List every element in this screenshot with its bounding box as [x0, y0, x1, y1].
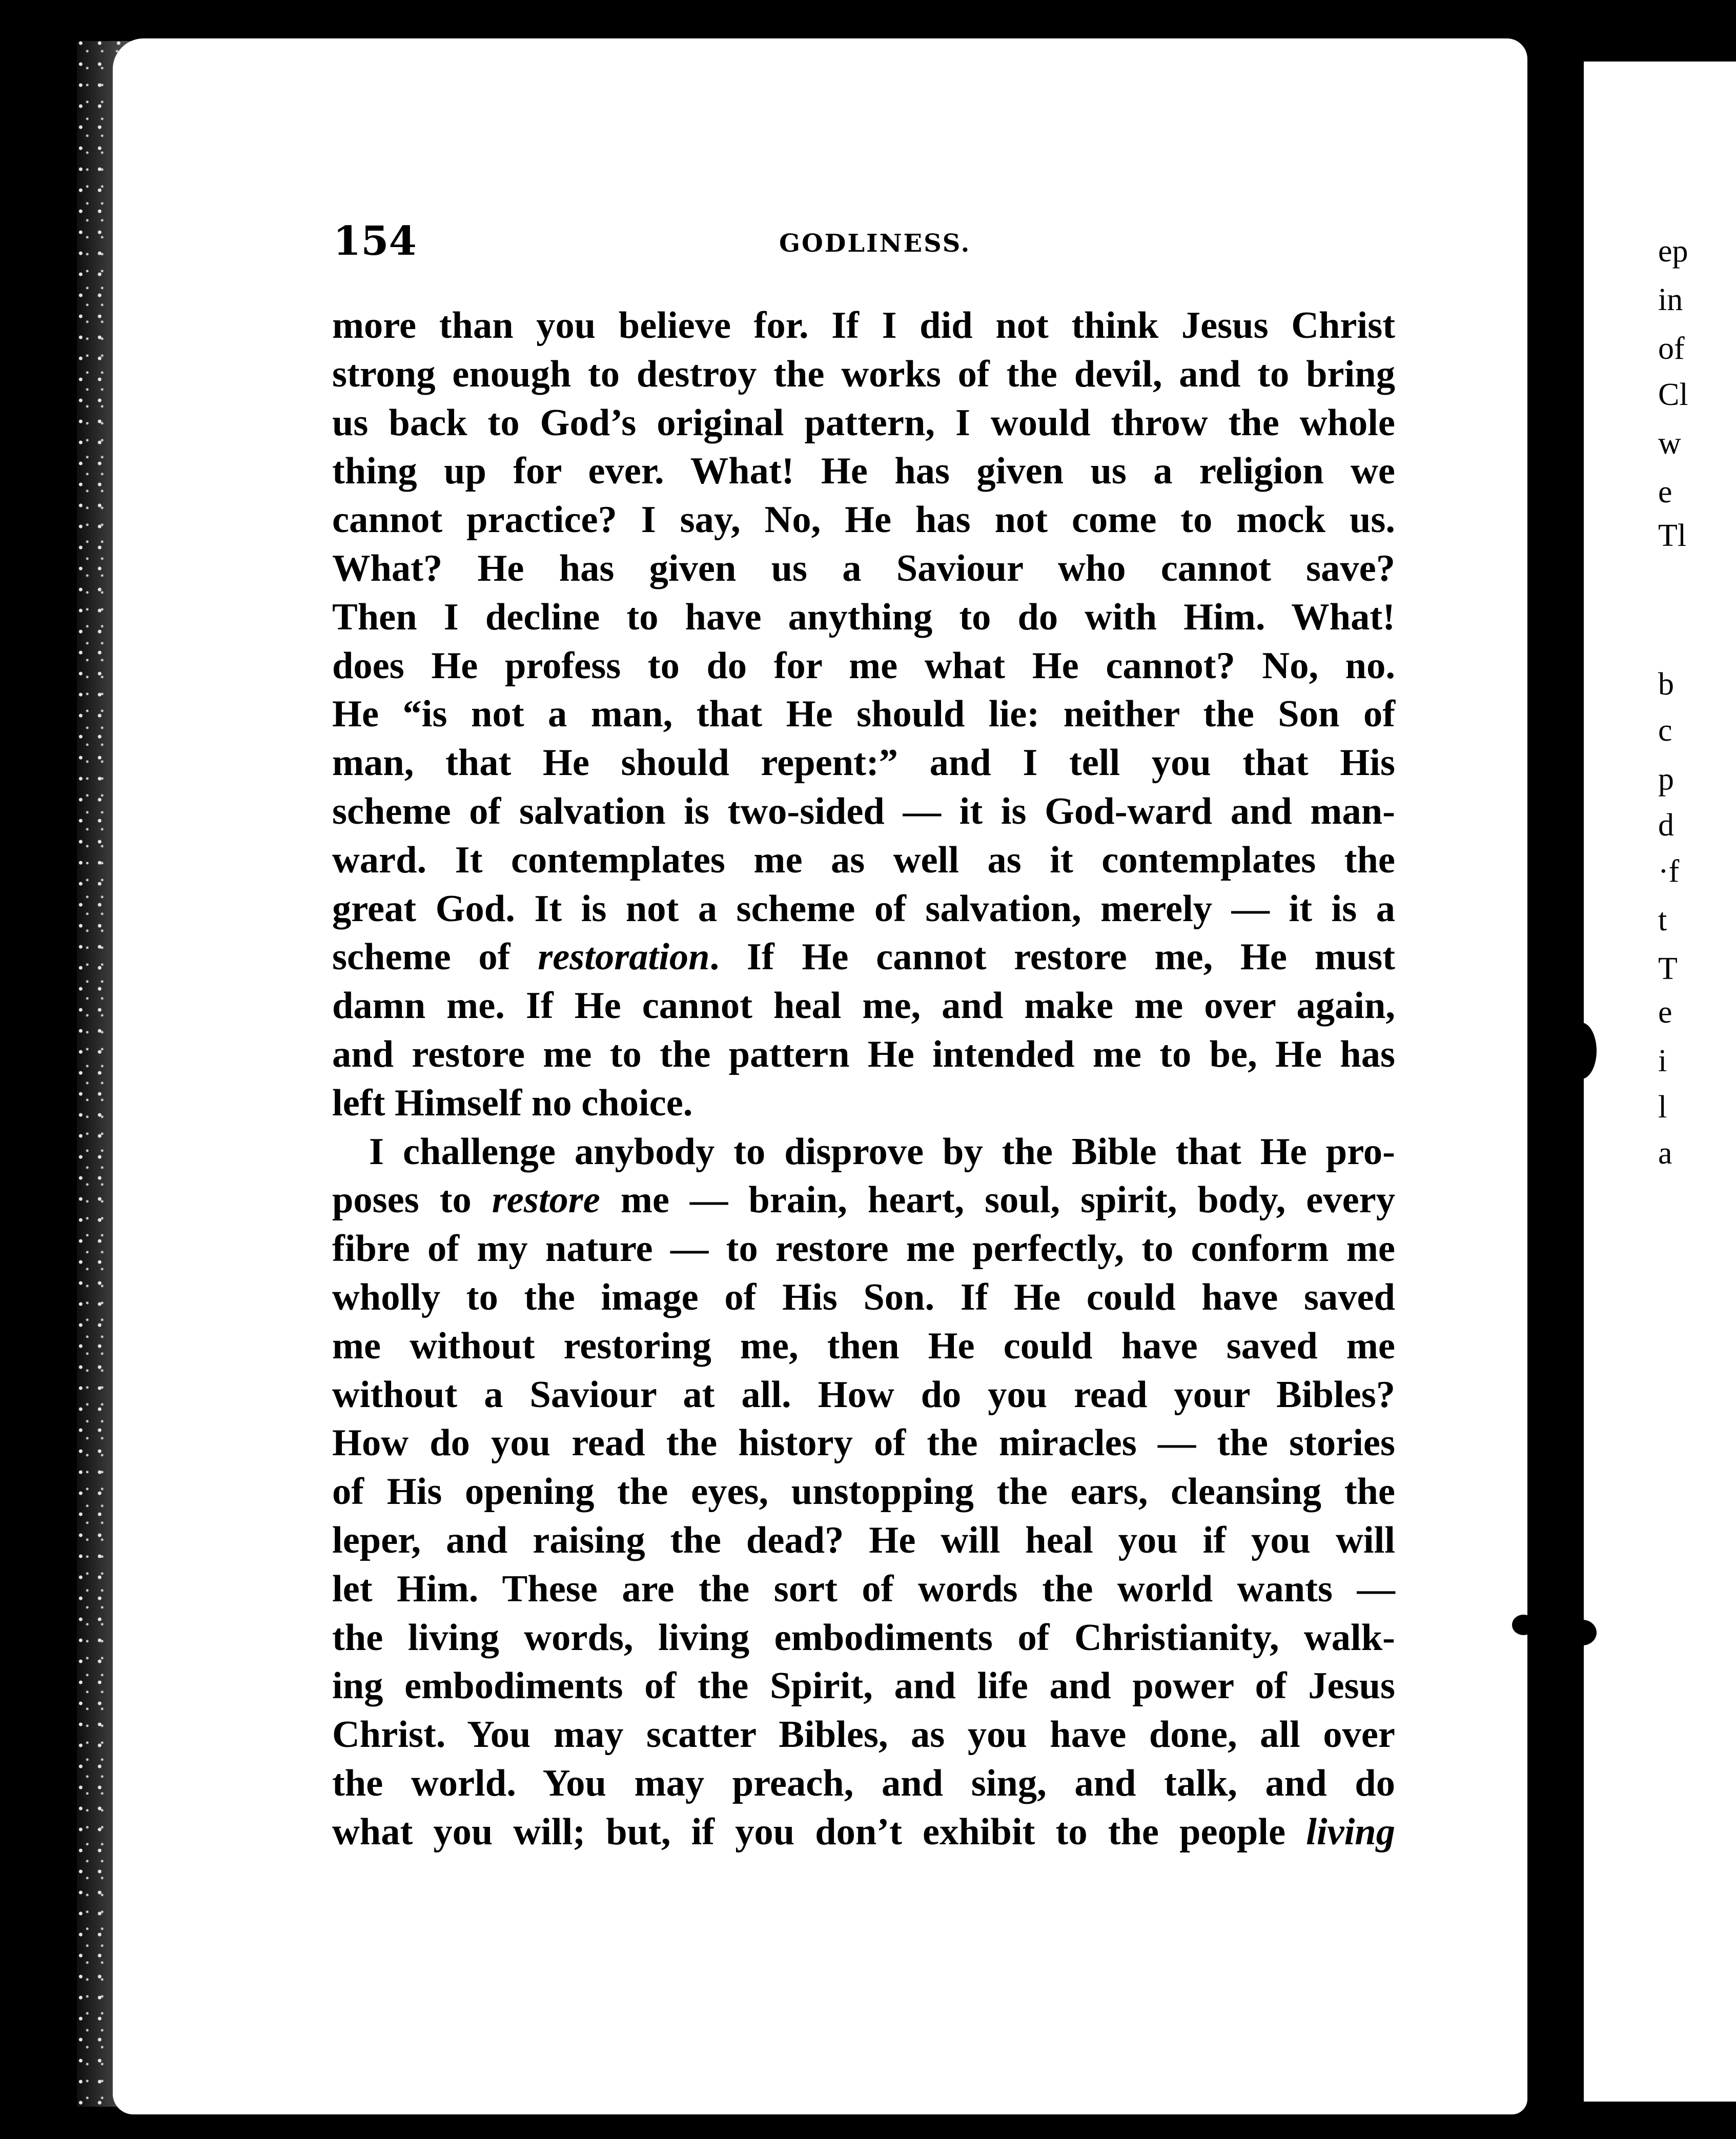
facing-page-letters: p — [1658, 762, 1674, 797]
running-head: GODLINESS. — [779, 229, 971, 258]
text-line: me without restoring me, then He could have saved me — [332, 1325, 1395, 1367]
facing-page-letters: t — [1658, 903, 1667, 938]
text-line: strong enough to destroy the works of the devil, and to bring — [332, 353, 1395, 395]
facing-page-letters: a — [1658, 1136, 1672, 1171]
text-line: damn me. If He cannot heal me, and make me over again, — [332, 985, 1395, 1027]
text-line: cannot practice? I say, No, He has not come to mock us. — [332, 499, 1395, 541]
facing-page-letters: e — [1658, 475, 1672, 510]
text-line: thing up for ever. What! He has given us a religion we — [332, 450, 1395, 493]
text-line: He “is not a man, that He should lie: neither the Son of — [332, 693, 1395, 736]
text-line: great God. It is not a scheme of salvation, merely — it is a — [332, 887, 1395, 930]
scan-stain — [1566, 1023, 1597, 1079]
facing-page-fragment — [1584, 62, 1736, 2102]
facing-page-letters: e — [1658, 995, 1672, 1030]
text-line: ward. It contemplates me as well as it contemplates the — [332, 839, 1395, 881]
page-header — [333, 218, 1394, 267]
text-line: Christ. You may scatter Bibles, as you have done, all over — [332, 1714, 1395, 1756]
scan-stain — [1568, 1620, 1597, 1645]
text-line: poses to restore me — brain, heart, soul, spirit, body, every — [332, 1179, 1395, 1221]
text-line: does He profess to do for me what He cannot? No, no. — [332, 644, 1395, 687]
text-line: left Himself no choice. — [332, 1082, 693, 1124]
text-line: the living words, living embodiments of Christianity, walk- — [332, 1616, 1395, 1659]
body-text — [332, 301, 1395, 1857]
text-line: without a Saviour at all. How do you read your Bibles? — [332, 1373, 1395, 1416]
text-line: Then I decline to have anything to do with Him. What! — [332, 596, 1395, 638]
facing-page-letters: T — [1658, 951, 1678, 986]
text-line: leper, and raising the dead? He will heal you if you will — [332, 1519, 1395, 1561]
text-line: What? He has given us a Saviour who cannot save? — [332, 547, 1395, 589]
italic-word: restore — [492, 1179, 600, 1221]
text-line: more than you believe for. If I did not think Jesus Christ — [332, 304, 1395, 347]
text-line: of His opening the eyes, unstopping the ears, cleansing the — [332, 1471, 1395, 1513]
text-line: us back to God’s original pattern, I would throw the whole — [332, 401, 1395, 444]
page-number: 154 — [333, 218, 417, 264]
text-line: and restore me to the pattern He intended me to be, He has — [332, 1033, 1395, 1075]
text-line: man, that He should repent:” and I tell you that His — [332, 742, 1395, 784]
text-line: fibre of my nature — to restore me perfectly, to conform me — [332, 1228, 1395, 1270]
text-line: let Him. These are the sort of words the world wants — — [332, 1567, 1395, 1610]
italic-word: living — [1306, 1810, 1395, 1853]
text-line: scheme of salvation is two-sided — it is God-ward and man- — [332, 790, 1395, 832]
facing-page-letters: Tl — [1658, 518, 1687, 553]
text-line: what you will; but, if you don’t exhibit to the people living — [332, 1810, 1395, 1853]
facing-page-letters: in — [1658, 282, 1683, 317]
facing-page-letters: i — [1658, 1044, 1667, 1078]
text-line: I challenge anybody to disprove by the Bible that He pro- — [369, 1130, 1395, 1173]
facing-page-letters: d — [1658, 808, 1674, 843]
facing-page-letters: ·f — [1658, 854, 1680, 889]
facing-page-letters: ep — [1658, 234, 1688, 269]
facing-page-letters: w — [1658, 426, 1681, 461]
text-line: the world. You may preach, and sing, and talk, and do — [332, 1762, 1395, 1804]
scan-stain — [1512, 1615, 1535, 1635]
text-line: scheme of restoration. If He cannot restore me, He must — [332, 936, 1395, 979]
text-line: wholly to the image of His Son. If He could have saved — [332, 1276, 1395, 1318]
facing-page-letters: l — [1658, 1090, 1667, 1125]
text-line: How do you read the history of the miracles — the stories — [332, 1422, 1395, 1464]
text-line: ing embodiments of the Spirit, and life and power of Jesus — [332, 1665, 1395, 1707]
facing-page-letters: Cl — [1658, 377, 1688, 412]
italic-word: restoration — [538, 936, 710, 979]
facing-page-letters: of — [1658, 331, 1685, 366]
facing-page-letters: b — [1658, 667, 1674, 702]
facing-page-letters: c — [1658, 713, 1672, 748]
